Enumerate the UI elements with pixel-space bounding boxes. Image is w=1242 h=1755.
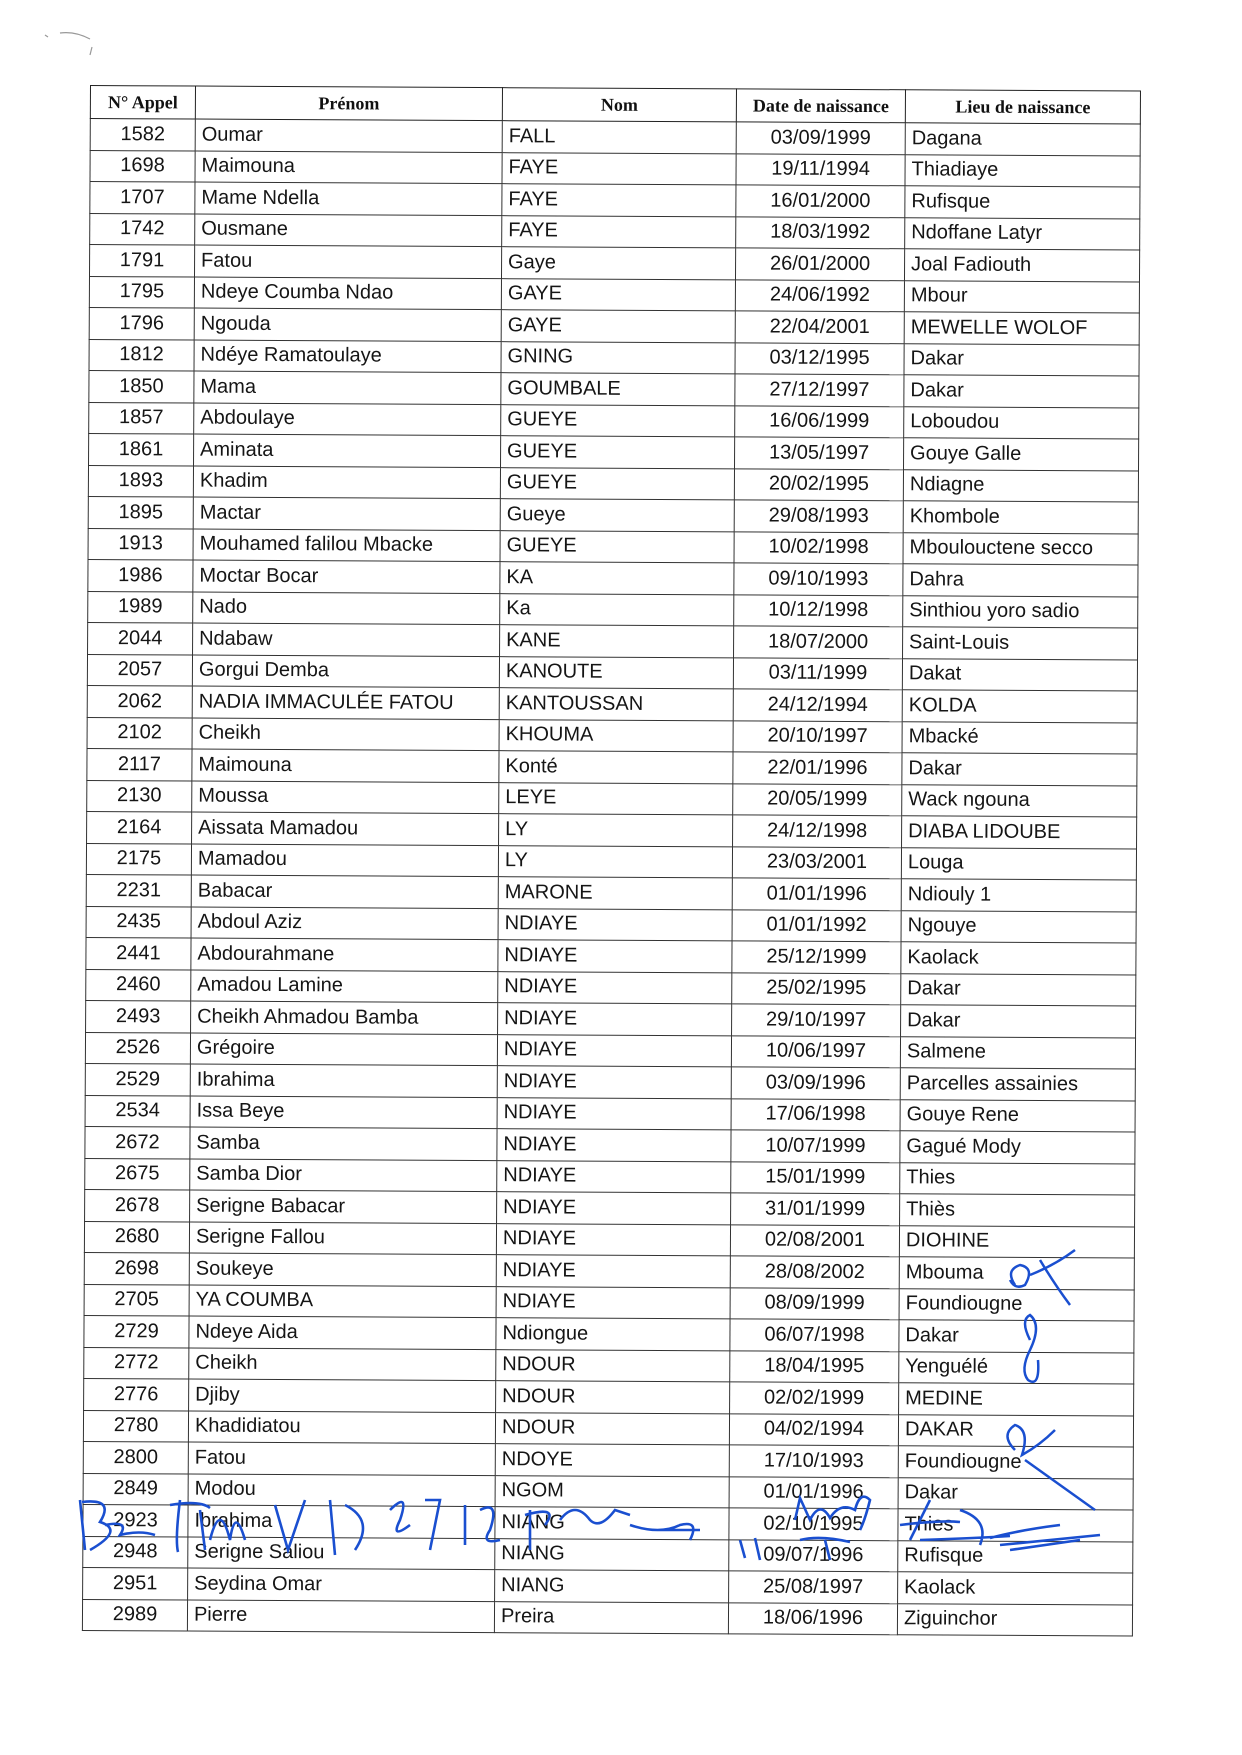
cell-prenom: Mouhamed falilou Mbacke bbox=[193, 529, 500, 562]
cell-lieu-naissance: Gouye Galle bbox=[903, 438, 1138, 471]
cell-lieu-naissance: Foundiougne bbox=[898, 1446, 1133, 1479]
cell-numero-appel: 2948 bbox=[83, 1536, 188, 1568]
cell-lieu-naissance: Parcelles assainies bbox=[900, 1068, 1135, 1101]
cell-nom: NDIAYE bbox=[498, 908, 732, 941]
cell-lieu-naissance: Loboudou bbox=[904, 406, 1139, 439]
cell-prenom: Mame Ndella bbox=[195, 182, 502, 215]
cell-prenom: Mactar bbox=[193, 497, 500, 530]
handwritten-signatures-footer bbox=[60, 1480, 1120, 1565]
cell-numero-appel: 2672 bbox=[85, 1126, 190, 1158]
cell-nom: NDIAYE bbox=[496, 1255, 730, 1288]
cell-date-naissance: 16/06/1999 bbox=[735, 405, 904, 437]
cell-prenom: Aminata bbox=[194, 434, 501, 467]
cell-lieu-naissance: Louga bbox=[901, 847, 1136, 880]
cell-prenom: Issa Beye bbox=[190, 1096, 497, 1129]
cell-numero-appel: 2729 bbox=[84, 1315, 189, 1347]
cell-nom: LY bbox=[499, 814, 733, 847]
cell-lieu-naissance: MEWELLE WOLOF bbox=[904, 312, 1139, 345]
cell-lieu-naissance: Rufisque bbox=[905, 186, 1140, 219]
cell-prenom: Gorgui Demba bbox=[192, 655, 499, 688]
cell-nom: NDIAYE bbox=[498, 1003, 732, 1036]
cell-prenom: Moctar Bocar bbox=[193, 560, 500, 593]
cell-numero-appel: 2117 bbox=[87, 748, 192, 780]
cell-numero-appel: 2776 bbox=[84, 1378, 189, 1410]
cell-numero-appel: 1861 bbox=[89, 433, 194, 465]
cell-date-naissance: 03/09/1999 bbox=[736, 122, 905, 154]
cell-prenom: NADIA IMMACULÉE FATOU bbox=[192, 686, 499, 719]
cell-nom: NDOUR bbox=[495, 1412, 729, 1445]
cell-lieu-naissance: Dakar bbox=[898, 1477, 1133, 1510]
cell-nom: GUEYE bbox=[501, 436, 735, 469]
cell-numero-appel: 2130 bbox=[87, 780, 192, 812]
cell-date-naissance: 24/12/1994 bbox=[733, 689, 902, 721]
cell-prenom: Moussa bbox=[192, 781, 499, 814]
cell-numero-appel: 1791 bbox=[89, 245, 194, 277]
cell-lieu-naissance: Dakar bbox=[904, 375, 1139, 408]
cell-date-naissance: 02/10/1995 bbox=[729, 1508, 898, 1540]
cell-prenom: Soukeye bbox=[189, 1253, 496, 1286]
cell-prenom: Maimouna bbox=[195, 151, 502, 184]
cell-lieu-naissance: Sinthiou yoro sadio bbox=[903, 595, 1138, 628]
cell-numero-appel: 1913 bbox=[88, 528, 193, 560]
cell-lieu-naissance: Wack ngouna bbox=[902, 784, 1137, 817]
cell-date-naissance: 29/10/1997 bbox=[732, 1004, 901, 1036]
cell-prenom: Ngouda bbox=[194, 308, 501, 341]
cell-date-naissance: 22/01/1996 bbox=[733, 752, 902, 784]
cell-date-naissance: 10/02/1998 bbox=[734, 531, 903, 563]
cell-numero-appel: 2057 bbox=[87, 654, 192, 686]
cell-lieu-naissance: Dahra bbox=[903, 564, 1138, 597]
cell-lieu-naissance: DIOHINE bbox=[899, 1225, 1134, 1258]
cell-lieu-naissance: Thies bbox=[898, 1509, 1133, 1542]
cell-numero-appel: 1795 bbox=[89, 276, 194, 308]
cell-date-naissance: 31/01/1999 bbox=[731, 1193, 900, 1225]
cell-nom: NIANG bbox=[495, 1507, 729, 1540]
cell-prenom: Fatou bbox=[188, 1442, 495, 1475]
cell-nom: FAYE bbox=[502, 152, 736, 185]
cell-date-naissance: 20/05/1999 bbox=[733, 783, 902, 815]
cell-numero-appel: 2675 bbox=[85, 1158, 190, 1190]
cell-lieu-naissance: Mboulouctene secco bbox=[903, 532, 1138, 565]
cell-nom: Preira bbox=[494, 1601, 728, 1634]
cell-prenom: Abdoul Aziz bbox=[191, 907, 498, 940]
cell-nom: NDOUR bbox=[496, 1349, 730, 1382]
cell-numero-appel: 2923 bbox=[83, 1504, 188, 1536]
cell-date-naissance: 27/12/1997 bbox=[735, 374, 904, 406]
cell-lieu-naissance: Foundiougne bbox=[899, 1288, 1134, 1321]
cell-numero-appel: 2435 bbox=[86, 906, 191, 938]
cell-numero-appel: 1796 bbox=[89, 307, 194, 339]
cell-nom: Konté bbox=[499, 751, 733, 784]
cell-lieu-naissance: Thies bbox=[900, 1162, 1135, 1195]
cell-nom: FALL bbox=[502, 121, 736, 154]
cell-date-naissance: 28/08/2002 bbox=[730, 1256, 899, 1288]
cell-lieu-naissance: KOLDA bbox=[902, 690, 1137, 723]
cell-prenom: Serigne Babacar bbox=[190, 1190, 497, 1223]
cell-nom: FAYE bbox=[502, 215, 736, 248]
cell-numero-appel: 2698 bbox=[84, 1252, 189, 1284]
cell-numero-appel: 1895 bbox=[88, 496, 193, 528]
cell-date-naissance: 20/02/1995 bbox=[734, 468, 903, 500]
cell-prenom: Khadidiatou bbox=[188, 1411, 495, 1444]
cell-numero-appel: 2534 bbox=[85, 1095, 190, 1127]
cell-numero-appel: 2780 bbox=[83, 1410, 188, 1442]
cell-nom: KHOUMA bbox=[499, 719, 733, 752]
cell-prenom: Grégoire bbox=[190, 1033, 497, 1066]
cell-lieu-naissance: Thiadiaye bbox=[905, 154, 1140, 187]
cell-prenom: Serigne Saliou bbox=[188, 1537, 495, 1570]
cell-numero-appel: 2164 bbox=[87, 811, 192, 843]
cell-nom: GUEYE bbox=[501, 404, 735, 437]
cell-lieu-naissance: Salmene bbox=[900, 1036, 1135, 1069]
cell-numero-appel: 2102 bbox=[87, 717, 192, 749]
cell-numero-appel: 1986 bbox=[88, 559, 193, 591]
cell-prenom: Abdoulaye bbox=[194, 403, 501, 436]
cell-lieu-naissance: Ndiouly 1 bbox=[901, 879, 1136, 912]
cell-date-naissance: 18/03/1992 bbox=[736, 216, 905, 248]
cell-nom: NDIAYE bbox=[497, 1129, 731, 1162]
cell-lieu-naissance: DIABA LIDOUBE bbox=[902, 816, 1137, 849]
cell-numero-appel: 2441 bbox=[86, 937, 191, 969]
cell-lieu-naissance: Dakar bbox=[902, 753, 1137, 786]
table-header-row bbox=[90, 86, 1140, 124]
cell-nom: NDIAYE bbox=[497, 1097, 731, 1130]
cell-nom: KANTOUSSAN bbox=[499, 688, 733, 721]
cell-prenom: Ousmane bbox=[195, 214, 502, 247]
cell-numero-appel: 1850 bbox=[89, 370, 194, 402]
cell-date-naissance: 24/12/1998 bbox=[733, 815, 902, 847]
cell-prenom: Ibrahima bbox=[188, 1505, 495, 1538]
cell-nom: FAYE bbox=[502, 184, 736, 217]
cell-lieu-naissance: Thiès bbox=[900, 1194, 1135, 1227]
cell-numero-appel: 2678 bbox=[85, 1189, 190, 1221]
cell-date-naissance: 25/02/1995 bbox=[732, 972, 901, 1004]
cell-prenom: Djiby bbox=[189, 1379, 496, 1412]
cell-lieu-naissance: Joal Fadiouth bbox=[904, 249, 1139, 282]
cell-prenom: Seydina Omar bbox=[188, 1568, 495, 1601]
cell-date-naissance: 13/05/1997 bbox=[735, 437, 904, 469]
cell-date-naissance: 18/07/2000 bbox=[734, 626, 903, 658]
cell-lieu-naissance: DAKAR bbox=[898, 1414, 1133, 1447]
cell-prenom: YA COUMBA bbox=[189, 1285, 496, 1318]
cell-date-naissance: 03/09/1996 bbox=[731, 1067, 900, 1099]
cell-nom: LY bbox=[498, 845, 732, 878]
cell-date-naissance: 01/01/1992 bbox=[732, 909, 901, 941]
cell-nom: NDOYE bbox=[495, 1444, 729, 1477]
header-nom: Nom bbox=[502, 88, 736, 122]
cell-date-naissance: 17/06/1998 bbox=[731, 1098, 900, 1130]
cell-prenom: Nado bbox=[193, 592, 500, 625]
cell-nom: NDIAYE bbox=[497, 1192, 731, 1225]
cell-date-naissance: 02/08/2001 bbox=[730, 1224, 899, 1256]
cell-lieu-naissance: Dakar bbox=[901, 973, 1136, 1006]
cell-date-naissance: 24/06/1992 bbox=[735, 279, 904, 311]
cell-lieu-naissance: Dakat bbox=[902, 658, 1137, 691]
cell-date-naissance: 16/01/2000 bbox=[736, 185, 905, 217]
cell-numero-appel: 1707 bbox=[90, 182, 195, 214]
cell-lieu-naissance: Kaolack bbox=[901, 942, 1136, 975]
cell-date-naissance: 08/09/1999 bbox=[730, 1287, 899, 1319]
cell-prenom: Ndéye Ramatoulaye bbox=[194, 340, 501, 373]
candidate-list-table bbox=[82, 85, 1141, 1636]
cell-prenom: Fatou bbox=[194, 245, 501, 278]
cell-prenom: Cheikh bbox=[189, 1348, 496, 1381]
cell-numero-appel: 1893 bbox=[88, 465, 193, 497]
cell-date-naissance: 25/12/1999 bbox=[732, 941, 901, 973]
cell-numero-appel: 2529 bbox=[85, 1063, 190, 1095]
cell-nom: NDIAYE bbox=[498, 940, 732, 973]
cell-date-naissance: 01/01/1996 bbox=[729, 1476, 898, 1508]
cell-date-naissance: 26/01/2000 bbox=[735, 248, 904, 280]
cell-lieu-naissance: Rufisque bbox=[898, 1540, 1133, 1573]
cell-nom: GOUMBALE bbox=[501, 373, 735, 406]
cell-lieu-naissance: Kaolack bbox=[898, 1572, 1133, 1605]
cell-numero-appel: 1812 bbox=[89, 339, 194, 371]
cell-date-naissance: 29/08/1993 bbox=[734, 500, 903, 532]
cell-date-naissance: 23/03/2001 bbox=[732, 846, 901, 878]
cell-prenom: Samba bbox=[190, 1127, 497, 1160]
cell-prenom: Babacar bbox=[191, 875, 498, 908]
cell-prenom: Mamadou bbox=[191, 844, 498, 877]
cell-date-naissance: 09/07/1996 bbox=[729, 1539, 898, 1571]
cell-numero-appel: 1698 bbox=[90, 150, 195, 182]
header-numero-appel: N° Appel bbox=[90, 86, 195, 120]
cell-date-naissance: 22/04/2001 bbox=[735, 311, 904, 343]
cell-nom: NGOM bbox=[495, 1475, 729, 1508]
cell-date-naissance: 03/11/1999 bbox=[733, 657, 902, 689]
cell-numero-appel: 2062 bbox=[87, 685, 192, 717]
cell-prenom: Modou bbox=[188, 1474, 495, 1507]
cell-numero-appel: 2493 bbox=[86, 1000, 191, 1032]
cell-lieu-naissance: Ngouye bbox=[901, 910, 1136, 943]
cell-lieu-naissance: Mbouma bbox=[899, 1257, 1134, 1290]
cell-nom: GNING bbox=[501, 341, 735, 374]
cell-lieu-naissance: Dakar bbox=[901, 1005, 1136, 1038]
cell-prenom: Ndeye Aida bbox=[189, 1316, 496, 1349]
cell-nom: LEYE bbox=[499, 782, 733, 815]
cell-nom: NDIAYE bbox=[496, 1223, 730, 1256]
cell-numero-appel: 1857 bbox=[89, 402, 194, 434]
cell-lieu-naissance: Ziguinchor bbox=[897, 1603, 1132, 1636]
scan-artifact-mark bbox=[40, 25, 110, 65]
cell-date-naissance: 20/10/1997 bbox=[733, 720, 902, 752]
cell-nom: Ka bbox=[500, 593, 734, 626]
cell-lieu-naissance: Ndiagne bbox=[903, 469, 1138, 502]
cell-nom: Ndiongue bbox=[496, 1318, 730, 1351]
table-row bbox=[82, 1599, 1132, 1636]
cell-prenom: Khadim bbox=[193, 466, 500, 499]
cell-lieu-naissance: Gouye Rene bbox=[900, 1099, 1135, 1132]
cell-date-naissance: 03/12/1995 bbox=[735, 342, 904, 374]
header-prenom: Prénom bbox=[195, 86, 502, 121]
cell-date-naissance: 18/04/1995 bbox=[730, 1350, 899, 1382]
cell-numero-appel: 2460 bbox=[86, 969, 191, 1001]
cell-prenom: Cheikh Ahmadou Bamba bbox=[191, 1001, 498, 1034]
cell-numero-appel: 2800 bbox=[83, 1441, 188, 1473]
cell-date-naissance: 10/07/1999 bbox=[731, 1130, 900, 1162]
cell-nom: Gaye bbox=[501, 247, 735, 280]
cell-numero-appel: 1742 bbox=[90, 213, 195, 245]
cell-prenom: Ndeye Coumba Ndao bbox=[194, 277, 501, 310]
cell-lieu-naissance: Mbacké bbox=[902, 721, 1137, 754]
cell-prenom: Cheikh bbox=[192, 718, 499, 751]
header-lieu-naissance: Lieu de naissance bbox=[905, 90, 1140, 124]
cell-lieu-naissance: Saint-Louis bbox=[903, 627, 1138, 660]
cell-lieu-naissance: Ndoffane Latyr bbox=[905, 217, 1140, 250]
cell-date-naissance: 04/02/1994 bbox=[729, 1413, 898, 1445]
header-date-naissance: Date de naissance bbox=[736, 89, 905, 123]
cell-prenom: Samba Dior bbox=[190, 1159, 497, 1192]
cell-lieu-naissance: Dakar bbox=[899, 1320, 1134, 1353]
cell-date-naissance: 15/01/1999 bbox=[731, 1161, 900, 1193]
cell-date-naissance: 10/06/1997 bbox=[731, 1035, 900, 1067]
cell-nom: NDIAYE bbox=[497, 1160, 731, 1193]
cell-nom: GUEYE bbox=[500, 467, 734, 500]
cell-nom: NDIAYE bbox=[497, 1034, 731, 1067]
cell-date-naissance: 06/07/1998 bbox=[730, 1319, 899, 1351]
cell-lieu-naissance: Yenguélé bbox=[899, 1351, 1134, 1384]
cell-nom: Gueye bbox=[500, 499, 734, 532]
cell-numero-appel: 2951 bbox=[83, 1567, 188, 1599]
cell-lieu-naissance: Mbour bbox=[904, 280, 1139, 313]
cell-lieu-naissance: Khombole bbox=[903, 501, 1138, 534]
cell-prenom: Mama bbox=[194, 371, 501, 404]
cell-nom: GAYE bbox=[501, 278, 735, 311]
cell-numero-appel: 2044 bbox=[88, 622, 193, 654]
cell-nom: GAYE bbox=[501, 310, 735, 343]
cell-prenom: Ndabaw bbox=[193, 623, 500, 656]
cell-prenom: Maimouna bbox=[192, 749, 499, 782]
cell-nom: NDIAYE bbox=[498, 971, 732, 1004]
cell-lieu-naissance: Dakar bbox=[904, 343, 1139, 376]
cell-nom: KA bbox=[500, 562, 734, 595]
cell-numero-appel: 1582 bbox=[90, 119, 195, 151]
cell-nom: KANE bbox=[500, 625, 734, 658]
cell-nom: MARONE bbox=[498, 877, 732, 910]
cell-numero-appel: 1989 bbox=[88, 591, 193, 623]
cell-prenom: Oumar bbox=[195, 119, 502, 152]
cell-numero-appel: 2705 bbox=[84, 1284, 189, 1316]
cell-date-naissance: 10/12/1998 bbox=[734, 594, 903, 626]
cell-lieu-naissance: Gagué Mody bbox=[900, 1131, 1135, 1164]
cell-date-naissance: 01/01/1996 bbox=[732, 878, 901, 910]
cell-numero-appel: 2772 bbox=[84, 1347, 189, 1379]
cell-nom: NIANG bbox=[495, 1538, 729, 1571]
cell-nom: NDIAYE bbox=[497, 1066, 731, 1099]
table-body bbox=[82, 119, 1140, 1636]
cell-prenom: Amadou Lamine bbox=[191, 970, 498, 1003]
cell-date-naissance: 02/02/1999 bbox=[730, 1382, 899, 1414]
cell-prenom: Aissata Mamadou bbox=[192, 812, 499, 845]
cell-date-naissance: 18/06/1996 bbox=[728, 1602, 897, 1634]
cell-lieu-naissance: MEDINE bbox=[899, 1383, 1134, 1416]
cell-date-naissance: 09/10/1993 bbox=[734, 563, 903, 595]
cell-numero-appel: 2231 bbox=[86, 874, 191, 906]
cell-prenom: Serigne Fallou bbox=[189, 1222, 496, 1255]
cell-numero-appel: 2680 bbox=[84, 1221, 189, 1253]
cell-numero-appel: 2526 bbox=[85, 1032, 190, 1064]
cell-date-naissance: 17/10/1993 bbox=[729, 1445, 898, 1477]
cell-numero-appel: 2989 bbox=[82, 1599, 187, 1631]
cell-nom: KANOUTE bbox=[499, 656, 733, 689]
cell-nom: NDOUR bbox=[496, 1381, 730, 1414]
cell-date-naissance: 25/08/1997 bbox=[729, 1571, 898, 1603]
cell-nom: NIANG bbox=[495, 1570, 729, 1603]
cell-date-naissance: 19/11/1994 bbox=[736, 153, 905, 185]
cell-nom: NDIAYE bbox=[496, 1286, 730, 1319]
cell-nom: GUEYE bbox=[500, 530, 734, 563]
cell-numero-appel: 2175 bbox=[86, 843, 191, 875]
cell-prenom: Ibrahima bbox=[190, 1064, 497, 1097]
cell-prenom: Pierre bbox=[187, 1600, 494, 1633]
cell-lieu-naissance: Dagana bbox=[905, 123, 1140, 156]
cell-prenom: Abdourahmane bbox=[191, 938, 498, 971]
cell-numero-appel: 2849 bbox=[83, 1473, 188, 1505]
